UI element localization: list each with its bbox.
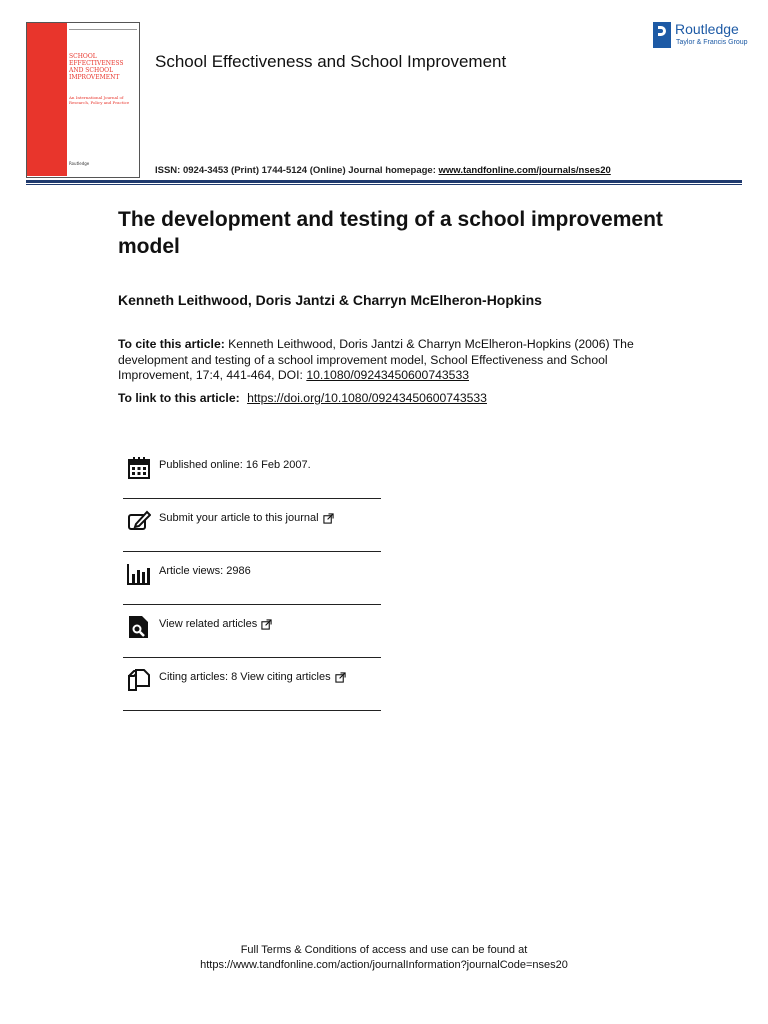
link-label: To link to this article:: [118, 391, 240, 405]
issn-line: ISSN: 0924-3453 (Print) 1744-5124 (Online) Journal homepage: www.tandfonline.com/journals/nses20: [155, 165, 611, 176]
journal-cover: [26, 22, 140, 178]
header-divider: [26, 180, 742, 183]
related-articles-link[interactable]: View related articles: [159, 618, 258, 630]
related-row[interactable]: [123, 605, 381, 658]
article-views: Article views: 2986: [159, 565, 251, 577]
article-authors: Kenneth Leithwood, Doris Jantzi & Charryn McElheron-Hopkins: [118, 292, 542, 308]
article-info-list: [123, 446, 381, 711]
publisher-name: Routledge: [675, 21, 739, 37]
article-link: [118, 391, 487, 405]
views-row: [123, 552, 381, 605]
doi-link[interactable]: 10.1080/09243450600743533: [306, 368, 469, 382]
article-url-link[interactable]: https://doi.org/10.1080/09243450600743533: [247, 391, 487, 405]
cite-label: To cite this article:: [118, 337, 225, 351]
published-date: Published online: 16 Feb 2007.: [159, 459, 311, 471]
edit-icon: [127, 509, 151, 533]
cover-title: SCHOOL EFFECTIVENESS AND SCHOOL IMPROVEMENT: [69, 53, 124, 81]
terms-url-link[interactable]: https://www.tandfonline.com/action/journalInformation?journalCode=nses20: [200, 959, 568, 971]
journal-homepage-link[interactable]: www.tandfonline.com/journals/nses20: [438, 165, 611, 176]
cite-text: Kenneth Leithwood, Doris Jantzi & Charryn McElheron-Hopkins (2006) The development and testing of a school improvement model, School Effectiveness and School Improvement, 17:4, 441-464, DOI:: [118, 337, 634, 382]
journal-title: School Effectiveness and School Improvement: [155, 52, 507, 71]
published-row: [123, 446, 381, 499]
routledge-logo-icon: [653, 22, 671, 48]
citation: [118, 337, 658, 384]
external-link-icon: [261, 619, 272, 630]
article-title: The development and testing of a school improvement model: [118, 208, 663, 258]
submit-row[interactable]: [123, 499, 381, 552]
terms-footer: [0, 943, 768, 973]
external-link-icon: [335, 672, 346, 683]
cover-subtitle: An International Journal of Research, Policy and Practice: [69, 95, 130, 105]
terms-line: Full Terms & Conditions of access and use can be found at: [240, 944, 528, 956]
cover-logo: Routledge: [69, 161, 90, 166]
citing-row[interactable]: [123, 658, 381, 711]
citing-articles-link[interactable]: Citing articles: 8 View citing articles: [159, 671, 331, 683]
cover-red-stripe: [27, 23, 67, 176]
search-document-icon: [127, 615, 151, 639]
external-link-icon: [323, 513, 334, 524]
publisher-logo[interactable]: [653, 20, 748, 50]
copy-documents-icon: [127, 668, 151, 692]
bar-chart-icon: [127, 562, 151, 586]
submit-article-link[interactable]: Submit your article to this journal: [159, 512, 319, 524]
publisher-subtitle: Taylor & Francis Group: [676, 39, 748, 46]
calendar-icon: [127, 456, 151, 480]
